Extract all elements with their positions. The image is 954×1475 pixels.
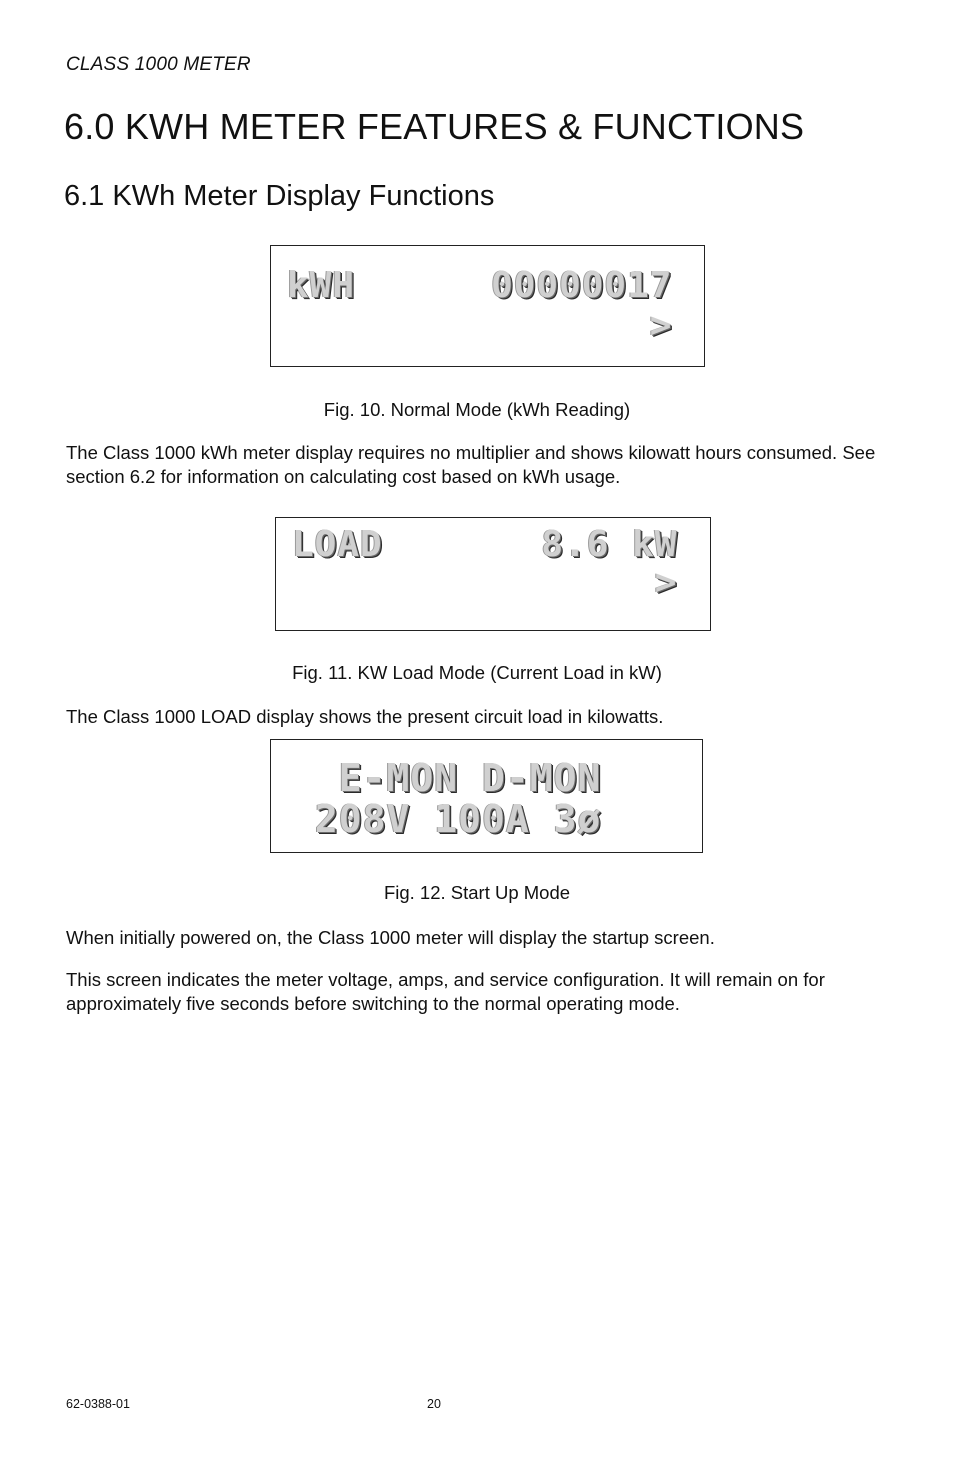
lcd-display-load [275,517,711,631]
lcd-line-1: kWH 00000017 [287,265,673,306]
figure-caption: Fig. 11. KW Load Mode (Current Load in kW) [292,662,662,683]
paragraph: The Class 1000 kWh meter display requires no multiplier and shows kilowatt hours consumed. See section 6.2 for information on calculating cost based on kWh usage. [66,442,876,487]
document-number: 62-0388-01 [66,1397,130,1411]
lcd-line-2: 208V 100A 3ø [291,797,602,841]
lcd-line-2: > [287,305,673,346]
paragraph: The Class 1000 LOAD display shows the present circuit load in kilowatts. [66,706,664,727]
lcd-display-startup [270,739,703,853]
figure-caption: Fig. 10. Normal Mode (kWh Reading) [323,399,631,420]
section-title: 6.0 KWH METER FEATURES & FUNCTIONS [64,106,805,147]
paragraph: When initially powered on, the Class 1000 meter will display the startup screen. [66,927,715,948]
running-header: CLASS 1000 METER [66,54,251,75]
lcd-display-kwh [270,245,705,367]
paragraph: This screen indicates the meter voltage, amps, and service configuration. It will remain on for approximately five seconds before switching to the normal operating mode. [66,969,825,1014]
lcd-line-1: E-MON D-MON [291,756,602,800]
figure-caption: Fig. 12. Start Up Mode [383,882,571,903]
lcd-line-2: > [292,562,678,603]
page-number: 20 [427,1397,441,1411]
subsection-title: 6.1 KWh Meter Display Functions [64,180,495,212]
lcd-line-1: LOAD 8.6 kW [292,524,678,565]
